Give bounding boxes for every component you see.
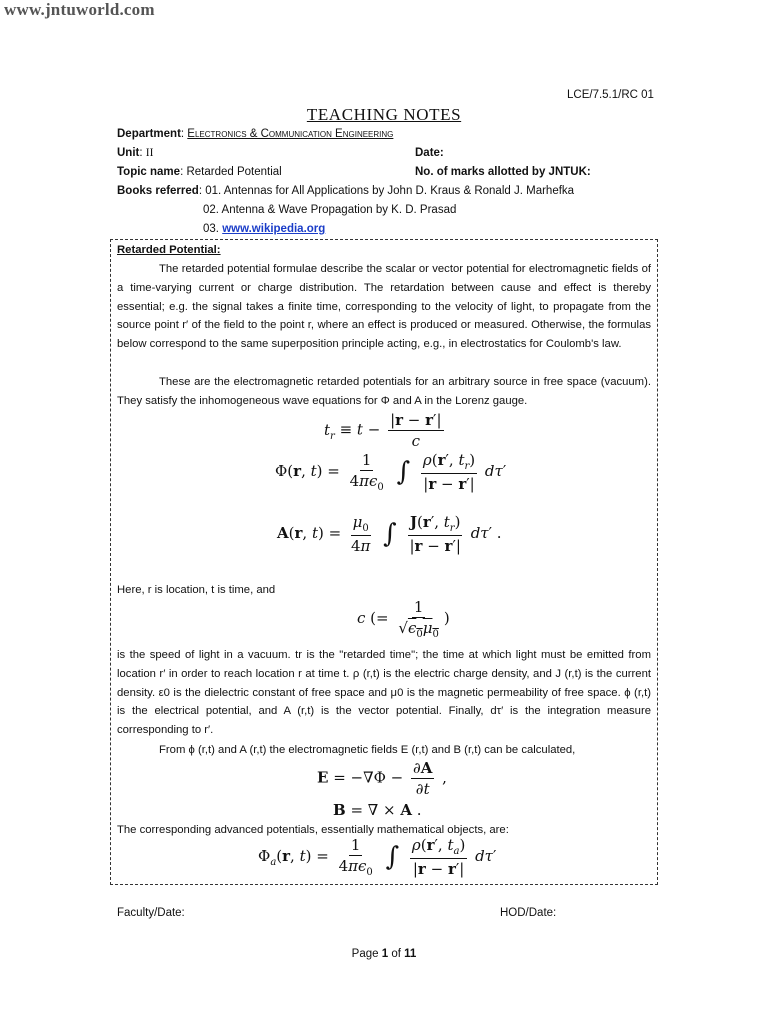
- equation-speed-of-light: c (= $\frac{1}{√\epsilon_0\mu_0}$ ): [357, 598, 450, 640]
- unit-label: Unit: [117, 147, 140, 159]
- paragraph-4: is the speed of light in a vacuum. tr is the "retarded time"; the time at which light must be emitted from location r′ in order to reach location r at time t. ρ (r,t) is the electric charge density, and J (r,t) is the current density. ε0 is the dielectric constant of free space and μ0 is the magnetic permeability of free space. ϕ (r,t) is the electrical potential, and A (r,t) is the vector potential. Finally, dτ′ is the integration measure corresponding to r′.: [117, 649, 651, 737]
- section-heading: Retarded Potential:: [117, 244, 221, 256]
- topic-label: Topic name: [117, 166, 181, 178]
- book-2: 02. Antenna & Wave Propagation by K. D. Prasad: [203, 204, 457, 216]
- page-total: 11: [404, 948, 417, 960]
- paragraph-6: The corresponding advanced potentials, essentially mathematical objects, are:: [117, 824, 509, 836]
- page-title: TEACHING NOTES: [306, 105, 462, 124]
- paragraph-2: These are the electromagnetic retarded potentials for an arbitrary source in free space (vacuum). They satisfy the inhomogeneous wave equations for Φ and A in the Lorenz gauge.: [117, 376, 651, 407]
- equation-electric-field: E = −∇Φ − $\frac{\partial A}{\partial t}$ ,: [317, 759, 447, 798]
- books-label: Books referred: [117, 185, 199, 197]
- department-row: Department: Electronics & Communication Engineering: [117, 128, 394, 140]
- equation-advanced-potential: $\Phi_a(r$, t) = $\frac{1}{4\pi\epsilon_0}$ ∫ $\frac{\rho(r', t_a)}{|r - r'|}$ dτ′: [258, 836, 497, 878]
- book-3: [203, 223, 325, 235]
- page-prefix: Page: [351, 948, 379, 960]
- department-label: Department: [117, 128, 181, 140]
- unit-row: Unit: II: [117, 147, 154, 159]
- equation-retarded-time: $t_r \equiv t$ − $\frac{|r - r'|}{c}$: [324, 411, 442, 450]
- faculty-date-label: Faculty/Date:: [117, 907, 185, 919]
- paragraph-1: The retarded potential formulae describe the scalar or vector potential for electromagnetic fields of a time-varying current or charge distribution. The retardation between cause and effect is thereby essential; e.g. the signal takes a finite time, corresponding to the velocity of light, to propagate from the source point r′ of the field to the point r, where an effect is produced or measured. Otherwise, the formulas below correspond to the same superposition principle acting, e.g., in electrostatics for Coulomb's law.: [117, 263, 651, 351]
- paragraph-5: From ϕ (r,t) and A (r,t) the electromagnetic fields E (r,t) and B (r,t) can be calculated,: [159, 744, 576, 756]
- equation-scalar-potential: Φ(r, t) = $\frac{1}{4\pi\epsilon_0}$ ∫ $\frac{\rho(r', t_r)}{|r - r'|}$ dτ′: [275, 451, 507, 493]
- book-1: 01. Antennas for All Applications by John D. Kraus & Ronald J. Marhefka: [205, 185, 575, 197]
- page-current: 1: [381, 948, 389, 960]
- page-number: [0, 948, 768, 960]
- paragraph-3: Here, r is location, t is time, and: [117, 584, 276, 596]
- hod-date-label: HOD/Date:: [500, 907, 557, 919]
- department-value: Electronics & Communication Engineering: [187, 128, 394, 140]
- marks-label: No. of marks allotted by JNTUK:: [415, 166, 591, 178]
- watermark: www.jntuworld.com: [4, 0, 155, 19]
- equation-magnetic-field: B = ∇ × A .: [333, 801, 422, 819]
- page-of: of: [391, 948, 401, 960]
- topic-row: Topic name: Retarded Potential: [117, 166, 282, 178]
- date-label: Date:: [415, 147, 444, 159]
- document-code: LCE/7.5.1/RC 01: [567, 89, 654, 101]
- books-row: Books referred: 01. Antennas for All Applications by John D. Kraus & Ronald J. Marhefka: [117, 185, 575, 197]
- equation-vector-potential: A(r, t) = $\frac{\mu_0}{4\pi}$ ∫ $\frac{J(r', t_r)}{|r - r'|}$ dτ′ .: [277, 513, 502, 555]
- book-3-prefix: 03.: [203, 223, 219, 235]
- unit-value: II: [145, 147, 154, 159]
- topic-value: Retarded Potential: [186, 166, 282, 178]
- wikipedia-link[interactable]: www.wikipedia.org: [222, 223, 326, 235]
